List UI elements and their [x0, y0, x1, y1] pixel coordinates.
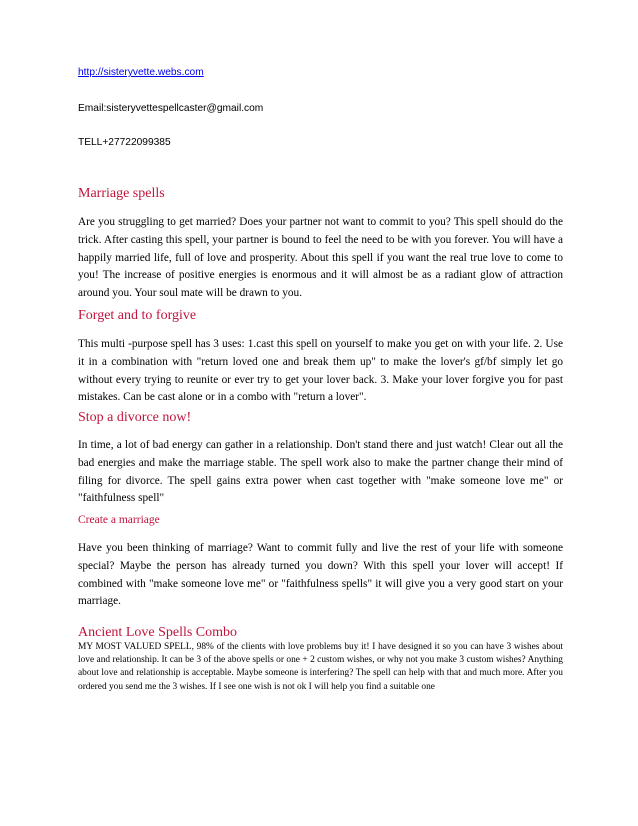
heading-forget-and-forgive: Forget and to forgive [78, 308, 197, 323]
phone-text: TELL+27722099385 [78, 137, 171, 148]
paragraph-forget-and-forgive: This multi -purpose spell has 3 uses: 1.cast this spell on yourself to make you get on with your life. 2. Use it in a combination with "return loved one and break them up" to make the lover's gf/bf simply let go without every trying to reunite or ever try to get your lover back. 3. Make your lover forgive you for past mistakes. Can be cast alone or in a combo with "return a lover". [78, 338, 563, 404]
paragraph-ancient-love-spells-combo: MY MOST VALUED SPELL, 98% of the clients with love problems buy it! I have designed it so you can have 3 wishes about love and relationship. It can be 3 of the above spells or one + 2 custom wishes, or why not you make 3 custom wishes? Anything about love and relationship is acceptable. Maybe someone is interfering? The spell can help with that and much more. After you ordered you send me the 3 wishes. If I see one wish is not ok I will help you find a suitable one [78, 642, 563, 692]
paragraph-create-marriage: Have you been thinking of marriage? Want to commit fully and live the rest of your life with someone special? Maybe the person has already turned you down? With this spell your lover will accept! If combined with "make someone love me" or "faithfulness spells" it will give you a very good start on your marriage. [78, 542, 563, 608]
paragraph-stop-divorce: In time, a lot of bad energy can gather in a relationship. Don't stand there and just watch! Clear out all the bad energies and make the marriage stable. The spell work also to make the partner change their mind of filing for divorce. The spell gains extra power when cast together with "make someone love me" or "faithfulness spell" [78, 439, 563, 505]
email-text: Email:sisteryvettespellcaster@gmail.com [78, 103, 264, 114]
heading-marriage-spells: Marriage spells [78, 186, 165, 201]
heading-create-marriage: Create a marriage [78, 514, 160, 526]
heading-ancient-love-spells-combo: Ancient Love Spells Combo [78, 625, 238, 640]
website-link[interactable]: http://sisteryvette.webs.com [78, 67, 204, 78]
heading-stop-divorce: Stop a divorce now! [78, 410, 192, 425]
paragraph-marriage-spells: Are you struggling to get married? Does your partner not want to commit to you? This spell should do the trick. After casting this spell, your partner is bound to feel the need to be with you forever. You will have a happily married life, full of love and prosperity. About this spell if you want the real true love to come to you! The increase of positive energies is enormous and it will almost be as a radiant glow of attraction around you. Your soul mate will be drawn to you. [78, 216, 563, 300]
